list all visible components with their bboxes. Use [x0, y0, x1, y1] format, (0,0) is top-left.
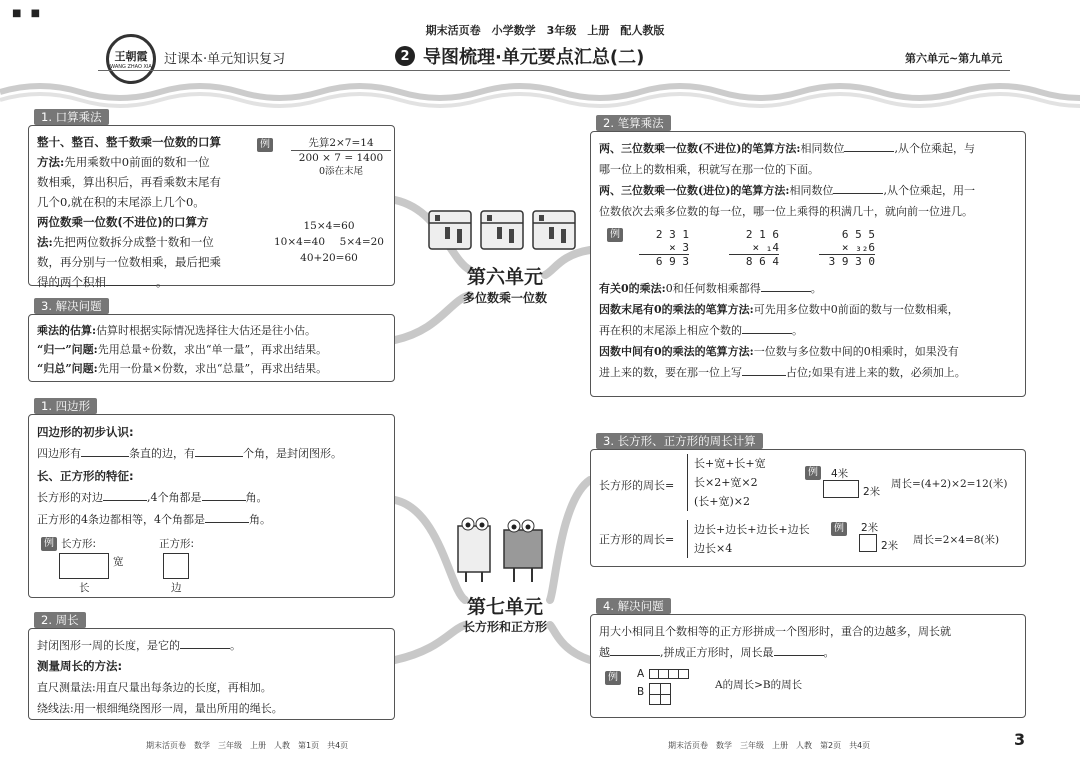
written-text: 可先用多位数中0前面的数与一位数相乘， [753, 303, 959, 316]
section-tag-solve-7: 4. 解决问题 [596, 598, 671, 614]
oral-text: 得的两个积相 [37, 275, 106, 289]
figure-a [649, 669, 689, 679]
rect-formula: 长×2+宽×2 [694, 476, 758, 489]
perimeter-heading: 测量周长的方法: [37, 659, 123, 673]
answer-blank[interactable] [202, 487, 246, 501]
page-title-text: 导图梳理·单元要点汇总(二) [423, 47, 645, 68]
quad-text: 角。 [249, 513, 271, 526]
solve6-label: “归一”问题: [37, 343, 98, 356]
series-info: 期末活页卷 小学数学 3年级 上册 配人教版 [425, 24, 665, 37]
answer-blank[interactable] [742, 320, 792, 334]
rect-perimeter-label: 长方形的周长= [599, 479, 675, 492]
oral-method-label-1: 方法: [37, 155, 65, 169]
oral-heading-2: 两位数乘一位数(不进位)的口算方 [37, 215, 209, 229]
quad-text: 个角，是封闭图形。 [243, 447, 342, 460]
quad-heading-2: 长、正方形的特征: [37, 469, 134, 483]
vertical-calc-2 [729, 228, 779, 268]
rect-length-label: 长 [79, 582, 90, 594]
oral-text: 几个0,就在积的末尾添上几个0。 [37, 195, 205, 209]
oral-ex2-bottom: 40+20=60 [300, 252, 358, 264]
rect-example-figure [823, 480, 859, 498]
written-text: 哪一位上的数相乘，积就写在那一位的下面。 [599, 163, 819, 176]
written-label: 两、三位数乘一位数(不进位)的笔算方法: [599, 142, 801, 155]
square-example-height: 2米 [881, 540, 899, 552]
oral-example-1 [291, 136, 391, 179]
page-number: 3 [1014, 730, 1026, 749]
corner-marks: ■ ■ [12, 8, 44, 19]
solve7-text: 越 [599, 646, 610, 659]
example-badge: 例 [257, 138, 273, 152]
footer-right: 期末活页卷 数学 三年级 上册 人教 第2页 共4页 [668, 741, 871, 750]
answer-blank[interactable] [106, 272, 156, 286]
answer-blank[interactable] [103, 487, 147, 501]
square-example-width: 2米 [861, 522, 879, 534]
rect-formulas [687, 454, 766, 511]
calc2-line: 8 6 4 [729, 254, 779, 268]
oral-text: 先把两位数拆分成整十数和一位 [52, 235, 214, 249]
abacus-icon [425, 203, 585, 258]
square-figure [163, 553, 189, 579]
oral-text: 数，再分别与一位数相乘，最后把乘 [37, 255, 221, 269]
figure-b-label: B [637, 686, 645, 698]
example-badge: 例 [607, 228, 623, 242]
oral-ex1-note: 0添在末尾 [318, 166, 364, 177]
rect-formula: 长+宽+长+宽 [694, 457, 766, 470]
answer-blank[interactable] [844, 138, 894, 152]
figure-b [649, 683, 671, 705]
answer-blank[interactable] [610, 642, 660, 656]
rect-example-result: 周长=(4+2)×2=12(米) [891, 478, 1008, 490]
oral-text: 先用乘数中0前面的数和一位 [64, 155, 210, 169]
square-example-result: 周长=2×4=8(米) [913, 534, 1000, 546]
example-badge: 例 [605, 671, 621, 685]
oral-text: 数相乘，算出积后，再看乘数末尾有 [37, 175, 221, 189]
written-text: 相同数位 [800, 142, 845, 155]
solve6-text: 先用一份量×份数，求出“总量”，再求出结果。 [97, 362, 328, 375]
calc1-line: 2 3 1 [655, 228, 689, 241]
calc1-line: 6 9 3 [639, 254, 689, 268]
box-solve-7: 用大小相同且个数相等的正方形拼成一个图形时，重合的边越多，周长就 越 ,拼成正方形时，周长最 。 例 A B A的周长>B的周长 [590, 614, 1026, 718]
written-text: 再在积的末尾添上相应个数的 [599, 324, 742, 337]
rectangle-figure [59, 553, 109, 579]
solve7-text: ,拼成正方形时，周长最 [660, 646, 774, 659]
rect-formula: (长+宽)×2 [694, 495, 751, 508]
oral-ex1-top: 先算2×7=14 [308, 137, 374, 149]
section-tag-solve-6: 3. 解决问题 [34, 298, 109, 314]
oral-ex2-left: 10×4=40 [274, 236, 325, 248]
square-formula: 边长+边长+边长+边长 [694, 523, 810, 536]
square-formulas [687, 520, 810, 558]
section-tag-perimeter: 2. 周长 [34, 612, 86, 628]
written-text: ,从个位乘起，与 [894, 142, 975, 155]
answer-blank[interactable] [180, 635, 230, 649]
section-tag-written-mult: 2. 笔算乘法 [596, 115, 671, 131]
perimeter-text: 封闭图形一周的长度，是它的 [37, 639, 180, 652]
answer-blank[interactable] [205, 509, 249, 523]
calc2-line: 2 1 6 [745, 228, 779, 241]
course-title: 过课本·单元知识复习 [164, 52, 286, 67]
quad-text: 正方形的4条边都相等，4个角都是 [37, 513, 205, 526]
answer-blank[interactable] [81, 443, 129, 457]
rectangle-square-mascot-icon [450, 512, 560, 587]
figure-a-label: A [637, 668, 645, 680]
unit6-title: 第六单元 [466, 266, 543, 288]
solve6-text: 先用总量÷份数，求出“单一量”，再求出结果。 [97, 343, 328, 356]
box-quadrilateral [28, 414, 395, 598]
box-perimeter-calc [590, 449, 1026, 567]
solve7-comparison: A的周长>B的周长 [715, 679, 803, 691]
rect-example-height: 2米 [863, 486, 881, 498]
oral-ex2-right: 5×4=20 [339, 236, 384, 248]
vertical-calc-3 [819, 228, 875, 268]
answer-blank[interactable] [742, 362, 786, 376]
written-text: 一位数与多位数中间的0相乘时，如果没有 [753, 345, 959, 358]
box-perimeter: 封闭图形一周的长度，是它的 。 测量周长的方法: 直尺测量法:用直尺量出每条边的长度，再相加。 绕线法:用一根细绳绕图形一周，量出所用的绳长。 [28, 628, 395, 720]
square-example-figure [859, 534, 877, 552]
written-text: 相同数位 [789, 184, 834, 197]
rect-example-width: 4米 [831, 468, 849, 480]
calc3-line: 3 9 3 0 [819, 254, 875, 268]
written-label: 有关0的乘法: [599, 282, 666, 295]
title-number-badge: 2 [395, 46, 415, 66]
calc1-line: × 3 [669, 241, 689, 254]
calc3-line: 6 5 5 [841, 228, 875, 241]
calc2-line: × ₁4 [752, 241, 779, 254]
written-text: 占位;如果有进上来的数，必须加上。 [786, 366, 966, 379]
answer-blank[interactable] [774, 642, 824, 656]
footer-left: 期末活页卷 数学 三年级 上册 人教 第1页 共4页 [146, 741, 349, 750]
oral-example-2 [274, 218, 384, 266]
quad-text: 角。 [245, 491, 268, 504]
rect-width-label: 宽 [113, 556, 124, 568]
unit-range: 第六单元~第九单元 [905, 52, 1003, 65]
solve6-text: 估算时根据实际情况选择往大估还是往小估。 [96, 324, 317, 337]
oral-heading-1: 整十、整百、整千数乘一位数的口算 [37, 135, 221, 149]
square-perimeter-label: 正方形的周长= [599, 533, 675, 546]
square-label: 正方形: [159, 538, 195, 550]
calc3-line: × ₃₂6 [841, 241, 875, 254]
written-text: ,从个位乘起，用一 [883, 184, 975, 197]
example-badge: 例 [831, 522, 847, 536]
solve6-label: “归总”问题: [37, 362, 98, 375]
unit6-subtitle: 多位数乘一位数 [462, 291, 547, 305]
oral-ex1-eq: 200 × 7 = 1400 [291, 150, 391, 165]
logo-subtext: WANG ZHAO XIA [110, 64, 152, 70]
section-tag-perimeter-calc: 3. 长方形、正方形的周长计算 [596, 433, 763, 449]
written-label: 因数中间有0的乘法的笔算方法: [599, 345, 754, 358]
written-text: 进上来的数，要在那一位上写 [599, 366, 742, 379]
written-label: 因数末尾有0的乘法的笔算方法: [599, 303, 754, 316]
example-badge: 例 [805, 466, 821, 480]
section-tag-quadrilateral: 1. 四边形 [34, 398, 97, 414]
unit7-subtitle: 长方形和正方形 [462, 620, 547, 634]
oral-ex2-top: 15×4=60 [303, 220, 355, 232]
answer-blank[interactable] [833, 180, 883, 194]
written-label: 两、三位数乘一位数(进位)的笔算方法: [599, 184, 790, 197]
logo-text: 王朝霞 [114, 50, 148, 63]
quad-text: ,4个角都是 [147, 491, 202, 504]
written-text: 0和任何数相乘都得 [665, 282, 761, 295]
quad-heading-1: 四边形的初步认识: [37, 425, 134, 439]
square-formula: 边长×4 [694, 542, 733, 555]
quad-text: 四边形有 [37, 447, 81, 460]
answer-blank[interactable] [761, 278, 811, 292]
written-text: 位数依次去乘多位数的每一位，哪一位上乘得的积满几十，就向前一位进几。 [599, 205, 973, 218]
solve6-label: 乘法的估算: [37, 324, 97, 337]
quad-text: 长方形的对边 [37, 491, 103, 504]
vertical-calc-1 [639, 228, 689, 268]
quad-text: 条直的边，有 [129, 447, 195, 460]
shape-characters [450, 512, 560, 587]
answer-blank[interactable] [195, 443, 243, 457]
section-tag-oral-mult: 1. 口算乘法 [34, 109, 109, 125]
square-side-label: 边 [171, 582, 182, 594]
perimeter-text: 绕线法:用一根细绳绕图形一周，量出所用的绳长。 [37, 702, 283, 715]
perimeter-text: 直尺测量法:用直尺量出每条边的长度，再相加。 [37, 681, 272, 694]
abacus-illustration [425, 203, 585, 258]
unit7-title: 第七单元 [466, 596, 543, 618]
rect-label: 长方形: [61, 538, 97, 550]
box-written-mult: 两、三位数乘一位数(不进位)的笔算方法:相同数位 ,从个位乘起，与 哪一位上的数相乘，积就写在那一位的下面。 两、三位数乘一位数(进位)的笔算方法:相同数位 ,从个位乘起，用一 位数依次去乘多位数的每一位，哪一位上乘得的积满几十，就向前一位进几。 例 2 3 1 × 3 6 9 3 2 1 6 × ₁4 8 6 4 6 5 5 × ₃₂6 3 9 3 0 有关0的乘法:0和任何数相乘都得 。 因数末尾有0的乘法的笔算方法:可先用多位数中0前面的数与一位数相乘， 再在积的末尾添上相应个数的 。 因数中间有0的乘法的笔算方法:一位数与多位数中间的0相乘时，如果没有 进上来的数，要在那一位上写 占位;如果有进上来的数，必须加上。 [590, 131, 1026, 397]
oral-method-label-2: 法: [37, 235, 53, 249]
box-oral-mult: 整十、整百、整千数乘一位数的口算 方法:先用乘数中0前面的数和一位 数相乘，算出积后，再看乘数末尾有 几个0,就在积的末尾添上几个0。 两位数乘一位数(不进位)的口算方 法:先把两位数拆分成整十数和一位 数，再分别与一位数相乘，最后把乘 得的两个积相 。 例 先算2×7=14 200 × 7 = 1400 0添在末尾 15×4=60 10×4=40 5×4=20 40+20=60 [28, 125, 395, 286]
solve7-text: 用大小相同且个数相等的正方形拼成一个图形时，重合的边越多，周长就 [599, 625, 951, 638]
box-solve-6 [28, 314, 395, 382]
example-badge: 例 [41, 537, 57, 551]
